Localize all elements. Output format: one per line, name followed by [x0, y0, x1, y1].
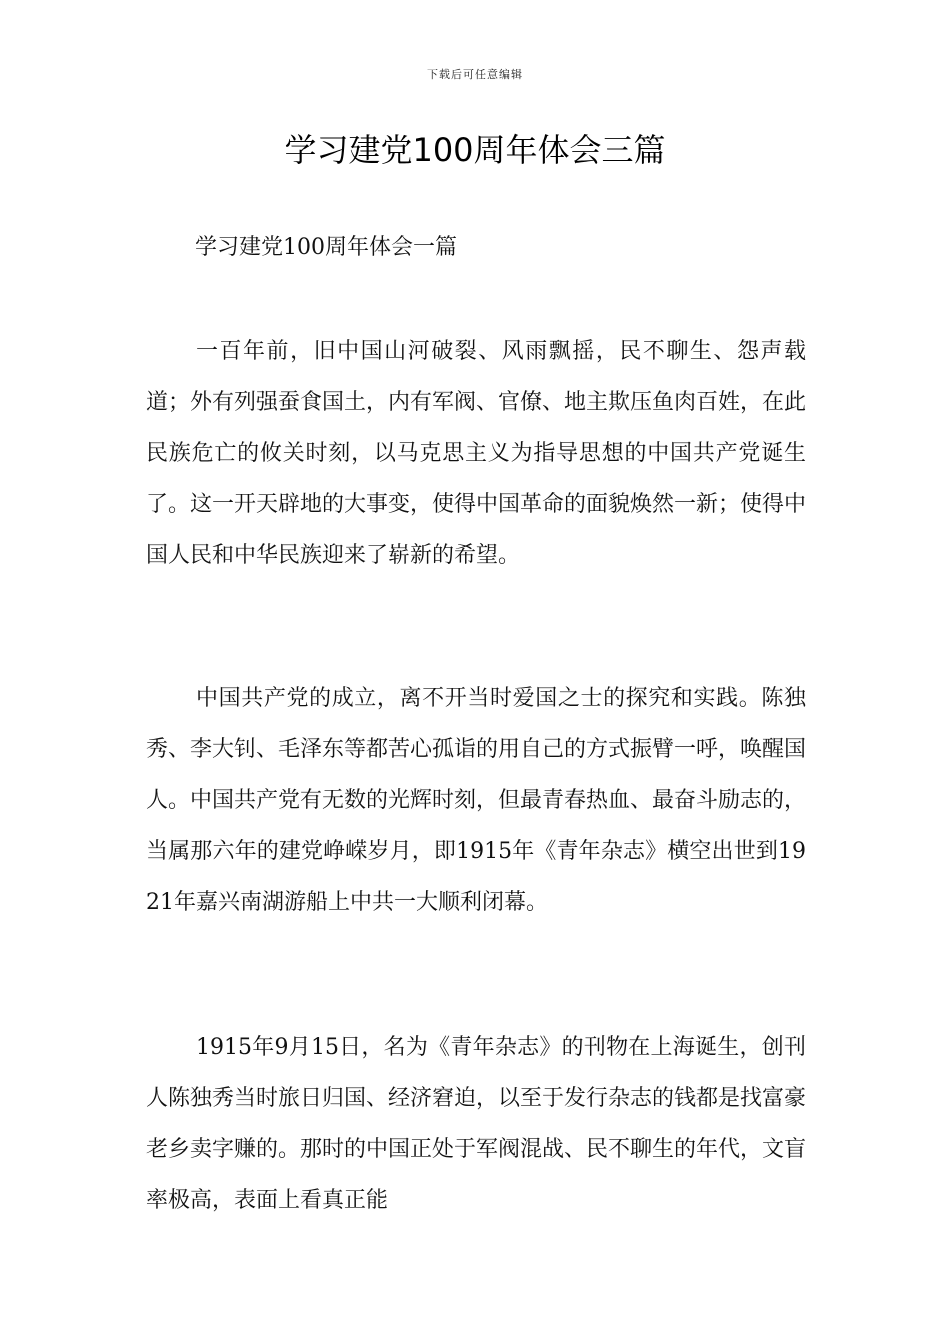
body-paragraph-3: 1915年9月15日，名为《青年杂志》的刊物在上海诞生，创刊人陈独秀当时旅日归国、经济窘迫，以至于发行杂志的钱都是找富豪老乡卖字赚的。那时的中国正处于军阀混战、民不聊生的年代，文盲率极高，表面上看真正能 [146, 1035, 807, 1213]
body-paragraph-2: 中国共产党的成立，离不开当时爱国之士的探究和实践。陈独秀、李大钊、毛泽东等都苦心孤诣的用自己的方式振臂一呼，唤醒国人。中国共产党有无数的光辉时刻，但最青春热血、最奋斗励志的，当属那六年的建党峥嵘岁月，即1915年《青年杂志》横空出世到1921年嘉兴南湖游船上中共一大顺利闭幕。 [146, 686, 807, 915]
document-title: 学习建党100周年体会三篇 [284, 131, 666, 169]
header-note: 下载后可任意编辑 [427, 68, 523, 81]
section-heading: 学习建党100周年体会一篇 [195, 235, 457, 260]
body-paragraph-1: 一百年前，旧中国山河破裂、风雨飘摇，民不聊生、怨声载道；外有列强蚕食国土，内有军阀、官僚、地主欺压鱼肉百姓，在此民族危亡的攸关时刻，以马克思主义为指导思想的中国共产党诞生了。这一开天辟地的大事变，使得中国革命的面貌焕然一新；使得中国人民和中华民族迎来了崭新的希望。 [146, 339, 807, 568]
